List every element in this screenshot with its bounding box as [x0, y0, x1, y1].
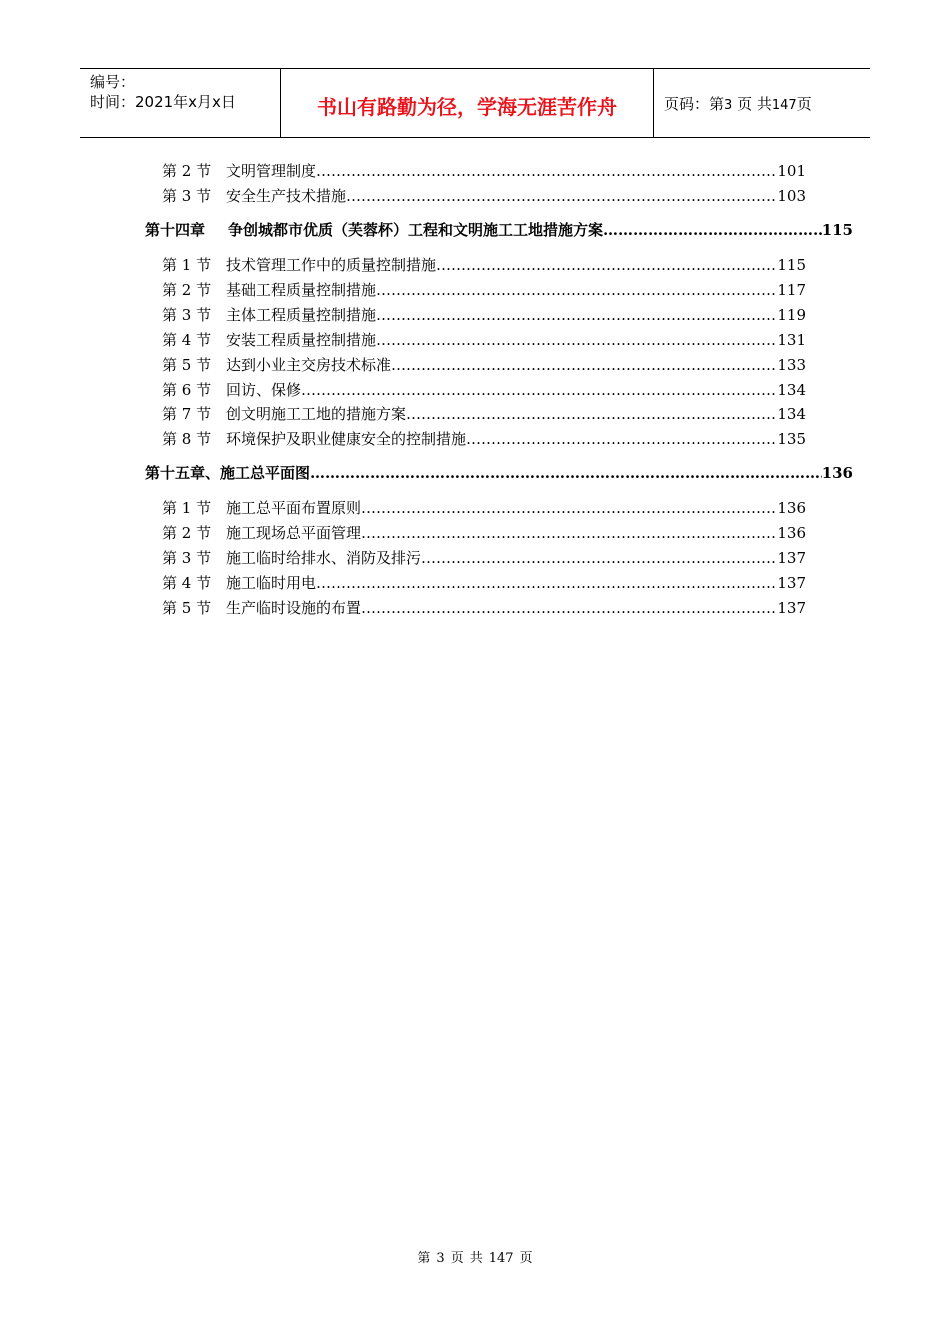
- toc-leader-dots: [310, 462, 822, 484]
- toc-title: 施工临时用电: [226, 574, 317, 592]
- toc-leader-dots: [466, 428, 777, 450]
- toc-title: 施工现场总平面管理: [226, 524, 362, 542]
- toc-chapter-title: 争创城都市优质（芙蓉杯）工程和文明施工工地措施方案: [228, 221, 604, 239]
- header-page-cell: [654, 69, 870, 137]
- toc-page: 135: [777, 430, 806, 448]
- toc-title: 施工总平面布置原则: [226, 499, 362, 517]
- toc-page: 101: [777, 162, 806, 180]
- toc-number: 第 1 节: [162, 256, 212, 274]
- toc-page: 137: [777, 549, 806, 567]
- toc-chapter-number: 第十四章: [145, 221, 206, 239]
- toc-leader-dots: [603, 219, 822, 241]
- toc-number: 第 3 节: [162, 549, 212, 567]
- footer-current-page: 3: [436, 1251, 445, 1266]
- toc-title: 回访、保修: [226, 381, 302, 399]
- toc-leader-dots: [376, 279, 777, 301]
- toc-number: 第 7 节: [162, 405, 212, 423]
- toc-leader-dots: [316, 572, 777, 594]
- toc-chapter[interactable]: [145, 219, 853, 241]
- toc-number: 第 3 节: [162, 187, 212, 205]
- toc-leader-dots: [436, 254, 777, 276]
- time-label: 时间：2021年x月x日: [90, 93, 236, 111]
- footer-prefix: 第: [417, 1251, 431, 1266]
- toc-page: 115: [777, 256, 806, 274]
- header-page-prefix: 页码：第: [664, 95, 725, 113]
- toc-title: 创文明施工工地的措施方案: [226, 405, 407, 423]
- toc-entry[interactable]: [162, 522, 806, 544]
- toc-number: 第 4 节: [162, 331, 212, 349]
- toc-page: 134: [777, 381, 806, 399]
- toc-entry[interactable]: [162, 497, 806, 519]
- footer-suffix: 页: [519, 1251, 533, 1266]
- toc-title: 主体工程质量控制措施: [226, 306, 377, 324]
- toc-page: 137: [777, 574, 806, 592]
- toc-entry[interactable]: [162, 329, 806, 351]
- motto: 书山有路勤为径，学海无涯苦作舟: [317, 95, 617, 119]
- toc-page: 134: [777, 405, 806, 423]
- toc-leader-dots: [361, 597, 777, 619]
- header-page-mid: 页 共: [737, 95, 772, 113]
- toc-leader-dots: [376, 329, 777, 351]
- header-page-info: [664, 93, 812, 114]
- page-footer: [0, 1247, 950, 1266]
- toc-leader-dots: [376, 304, 777, 326]
- toc-number: 第 4 节: [162, 574, 212, 592]
- toc-page: 133: [777, 356, 806, 374]
- toc-leader-dots: [406, 403, 777, 425]
- toc-entry[interactable]: [162, 304, 806, 326]
- toc-page: 119: [777, 306, 806, 324]
- toc-leader-dots: [346, 185, 777, 207]
- toc-page: 103: [777, 187, 806, 205]
- toc-chapter[interactable]: [145, 462, 853, 484]
- toc-chapter-title: 第十五章、施工总平面图: [145, 464, 311, 482]
- toc-entry[interactable]: [162, 547, 806, 569]
- footer-total-pages: 147: [488, 1251, 514, 1266]
- toc-entry[interactable]: [162, 428, 806, 450]
- toc-entry[interactable]: [162, 572, 806, 594]
- toc-title: 安装工程质量控制措施: [226, 331, 377, 349]
- toc-title: 施工临时给排水、消防及排污: [226, 549, 422, 567]
- toc-entry[interactable]: [162, 185, 806, 207]
- toc-leader-dots: [361, 522, 777, 544]
- toc-title: 安全生产技术措施: [226, 187, 347, 205]
- toc-number: 第 8 节: [162, 430, 212, 448]
- header-motto-cell: [281, 69, 654, 137]
- code-label: 编号：: [90, 73, 136, 91]
- toc-number: 第 6 节: [162, 381, 212, 399]
- toc-number: 第 5 节: [162, 356, 212, 374]
- toc-entry[interactable]: [162, 279, 806, 301]
- toc-title: 环境保护及职业健康安全的控制措施: [226, 430, 467, 448]
- toc-number: 第 2 节: [162, 281, 212, 299]
- header-page-suffix: 页: [796, 95, 812, 113]
- toc-leader-dots: [301, 379, 777, 401]
- toc-number: 第 5 节: [162, 599, 212, 617]
- toc-title: 基础工程质量控制措施: [226, 281, 377, 299]
- toc-number: 第 1 节: [162, 499, 212, 517]
- toc-title: 技术管理工作中的质量控制措施: [226, 256, 437, 274]
- footer-mid1: 页: [450, 1251, 464, 1266]
- header-page-current: 3: [724, 98, 733, 113]
- toc-page: 136: [777, 524, 806, 542]
- toc-page: 131: [777, 331, 806, 349]
- toc-entry[interactable]: [162, 597, 806, 619]
- footer-mid2: 共: [469, 1251, 483, 1266]
- toc-title: 文明管理制度: [226, 162, 317, 180]
- toc-page: 137: [777, 599, 806, 617]
- header-meta-cell: [80, 69, 281, 137]
- page-header: [80, 68, 870, 138]
- toc-number: 第 3 节: [162, 306, 212, 324]
- toc-entry[interactable]: [162, 403, 806, 425]
- toc-entry[interactable]: [162, 379, 806, 401]
- toc-entry[interactable]: [162, 254, 806, 276]
- toc-title: 生产临时设施的布置: [226, 599, 362, 617]
- toc-page: 117: [777, 281, 806, 299]
- toc-number: 第 2 节: [162, 524, 212, 542]
- header-page-total: 147: [771, 98, 797, 113]
- toc-leader-dots: [361, 497, 777, 519]
- toc-number: 第 2 节: [162, 162, 212, 180]
- toc-page: 136: [821, 464, 853, 482]
- toc-entry[interactable]: [162, 160, 806, 182]
- toc-page: 136: [777, 499, 806, 517]
- toc-page: 115: [821, 221, 853, 239]
- toc-entry[interactable]: [162, 354, 806, 376]
- toc-leader-dots: [391, 354, 777, 376]
- toc-leader-dots: [421, 547, 777, 569]
- toc-leader-dots: [316, 160, 777, 182]
- toc-title: 达到小业主交房技术标准: [226, 356, 392, 374]
